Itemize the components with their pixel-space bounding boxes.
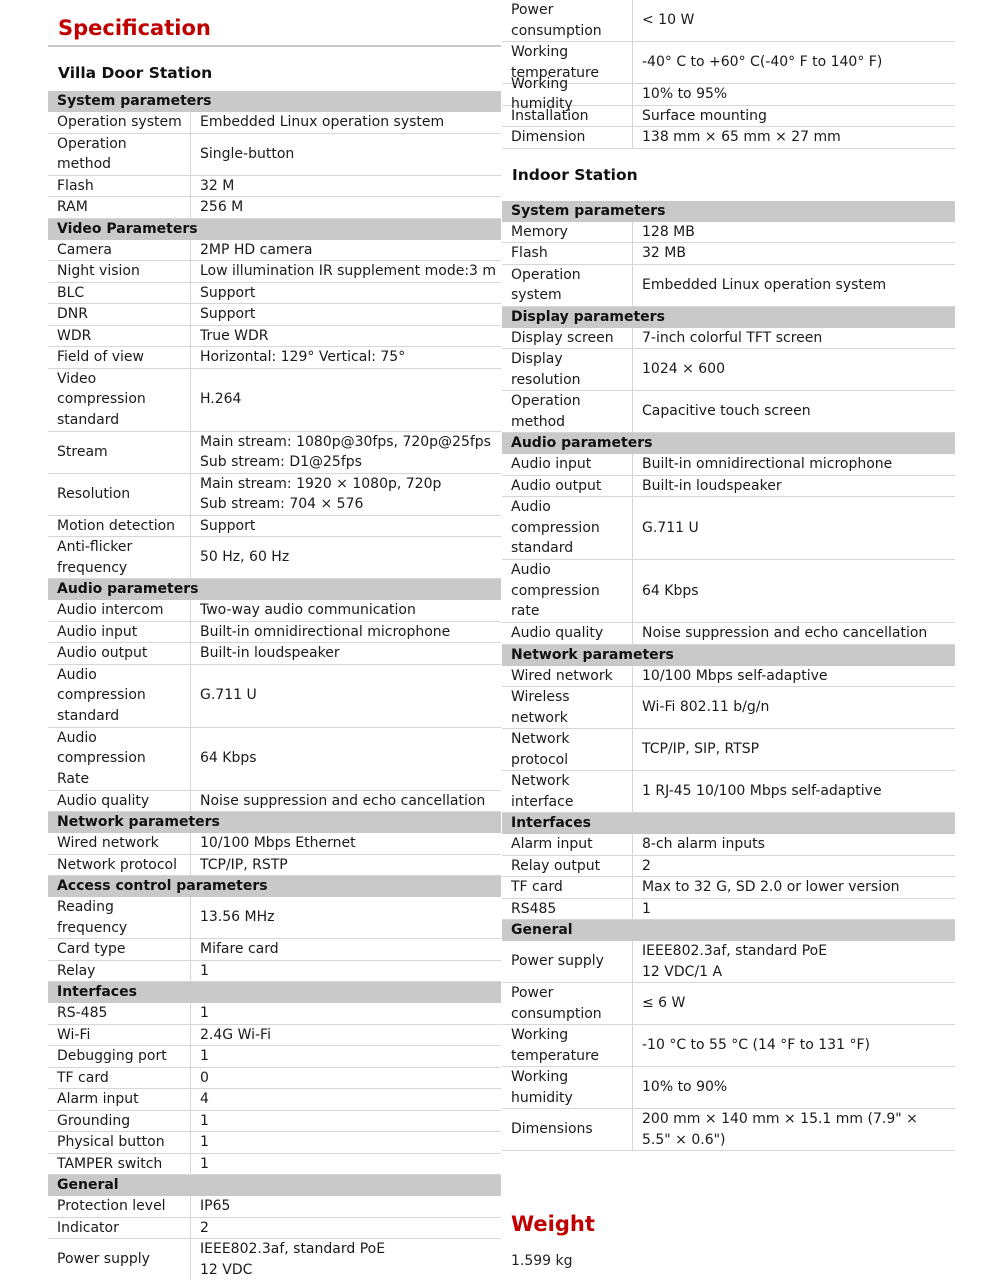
villa-group-header: Network parameters — [48, 812, 501, 833]
spec-label: Working temperature — [502, 1025, 633, 1066]
villa-spec-row — [48, 347, 501, 369]
villa-spec-row — [48, 961, 501, 983]
spec-label: Camera — [48, 240, 191, 261]
spec-value: 7-inch colorful TFT screen — [642, 329, 823, 346]
spec-label: Flash — [48, 176, 191, 197]
spec-value: 1024 × 600 — [642, 361, 725, 378]
spec-value: 2 — [642, 857, 651, 874]
spec-label: Audio quality — [502, 623, 633, 644]
spec-value: IP65 — [200, 1198, 231, 1214]
villa-spec-row — [48, 1046, 501, 1068]
villa-door-station-title: Villa Door Station — [58, 64, 213, 82]
villa-spec-row — [48, 240, 501, 262]
indoor-spec-row — [502, 328, 955, 350]
spec-value: 1 — [200, 1005, 209, 1021]
spec-value: 1 — [200, 1048, 209, 1064]
spec-label: Protection level — [48, 1196, 191, 1217]
spec-value: 138 mm × 65 mm × 27 mm — [642, 129, 841, 145]
spec-label: Power supply — [502, 941, 633, 982]
villa-spec-row — [48, 1196, 501, 1218]
villa-spec-row — [48, 197, 501, 219]
villa-group-header: Video Parameters — [48, 219, 501, 240]
spec-label: Night vision — [48, 261, 191, 282]
indoor-spec-row — [502, 666, 955, 688]
spec-label: Audio compression standard — [502, 497, 633, 559]
spec-value: Capacitive touch screen — [642, 403, 811, 420]
spec-value: Built-in loudspeaker — [642, 477, 782, 494]
indoor-spec-row — [502, 899, 955, 921]
villa-spec-row — [48, 643, 501, 665]
spec-value: 32 M — [200, 177, 235, 194]
villa-group-header: Audio parameters — [48, 579, 501, 600]
indoor-spec-row — [502, 834, 955, 856]
villa-spec-row — [48, 1132, 501, 1154]
indoor-spec-table — [502, 201, 955, 1152]
spec-label: Audio input — [48, 622, 191, 643]
indoor-group-header: Display parameters — [502, 307, 955, 328]
villa-spec-row — [48, 939, 501, 961]
spec-value: 2 — [200, 1219, 209, 1236]
spec-value: Main stream: 1920 × 1080p, 720p Sub stream: 704 × 576 — [200, 475, 442, 512]
indoor-spec-row — [502, 454, 955, 476]
weight-title: Weight — [511, 1212, 595, 1236]
villa-spec-row — [48, 176, 501, 198]
spec-label: Video compression standard — [48, 369, 191, 431]
left-column — [48, 0, 501, 1280]
spec-label: Wi-Fi — [48, 1025, 191, 1046]
villa-group-header: Access control parameters — [48, 876, 501, 897]
spec-value: 64 Kbps — [642, 582, 699, 599]
spec-label: TAMPER switch — [48, 1154, 191, 1175]
spec-value: 1 — [200, 1155, 209, 1172]
indoor-spec-row — [502, 941, 955, 983]
villa-spec-row — [48, 665, 501, 728]
villa-spec-table-continued — [502, 0, 955, 149]
indoor-spec-row — [502, 497, 955, 560]
spec-label: Network interface — [502, 771, 633, 812]
spec-label: Audio output — [502, 476, 633, 497]
indoor-spec-row — [502, 1025, 955, 1067]
indoor-spec-row — [502, 623, 955, 645]
villa-spec-row — [48, 1068, 501, 1090]
spec-value: Wi-Fi 802.11 b/g/n — [642, 699, 770, 716]
spec-value: Main stream: 1080p@30fps, 720p@25fps Sub stream: D1@25fps — [200, 433, 491, 470]
spec-value: Built-in omnidirectional microphone — [200, 623, 451, 640]
spec-label: RS-485 — [48, 1003, 191, 1024]
villa-spec-row — [48, 112, 501, 134]
villa-group-header: Interfaces — [48, 982, 501, 1003]
spec-label: Display screen — [502, 328, 633, 349]
indoor-spec-row — [502, 687, 955, 729]
spec-value: 50 Hz, 60 Hz — [200, 549, 290, 566]
spec-value: 10/100 Mbps Ethernet — [200, 835, 356, 851]
spec-value: G.711 U — [200, 687, 257, 704]
spec-label: Dimensions — [502, 1109, 633, 1150]
right-column — [502, 0, 955, 1269]
spec-label: Audio intercom — [48, 600, 191, 621]
spec-value: IEEE802.3af, standard PoE 12 VDC — [200, 1241, 386, 1278]
villa-spec-row — [48, 791, 501, 813]
spec-value: Mifare card — [200, 941, 279, 957]
spec-value: 10% to 95% — [642, 86, 728, 102]
villa-spec-row — [48, 432, 501, 474]
spec-label: Debugging port — [48, 1046, 191, 1067]
spec-value: 1 RJ-45 10/100 Mbps self-adaptive — [642, 783, 882, 800]
villa-spec-row — [48, 600, 501, 622]
spec-value: 13.56 MHz — [200, 909, 275, 926]
spec-label: Working humidity — [502, 1067, 633, 1108]
spec-value: Support — [200, 306, 256, 322]
villa-spec-row — [48, 537, 501, 579]
spec-label: Operation method — [48, 134, 191, 175]
spec-label: TF card — [502, 877, 633, 898]
spec-value: Noise suppression and echo cancellation — [642, 625, 928, 641]
spec-label: RAM — [48, 197, 191, 218]
indoor-spec-row — [502, 729, 955, 771]
indoor-spec-row — [502, 265, 955, 307]
spec-value: Support — [200, 284, 256, 301]
villa-spec-row — [48, 261, 501, 283]
spec-label: Wired network — [502, 666, 633, 687]
spec-label: Resolution — [48, 474, 191, 515]
spec-value: 32 MB — [642, 245, 686, 261]
spec-value: Max to 32 G, SD 2.0 or lower version — [642, 879, 900, 895]
spec-label: Audio output — [48, 643, 191, 664]
spec-label: Motion detection — [48, 516, 191, 537]
spec-label: Working temperature — [502, 42, 633, 83]
villa-spec-row — [48, 326, 501, 348]
villa-group-header: General — [48, 1175, 501, 1196]
spec-value: Two-way audio communication — [200, 602, 416, 618]
spec-value: IEEE802.3af, standard PoE 12 VDC/1 A — [642, 943, 828, 980]
villa-spec-row — [48, 1154, 501, 1176]
spec-label: Audio compression rate — [502, 560, 633, 622]
spec-label: Grounding — [48, 1111, 191, 1132]
spec-label: Audio compression standard — [48, 665, 191, 727]
indoor-spec-row — [502, 349, 955, 391]
spec-value: Embedded Linux operation system — [200, 114, 445, 130]
spec-value: Built-in loudspeaker — [200, 645, 340, 661]
villa-spec-row — [48, 1089, 501, 1111]
villa-spec-row — [48, 1003, 501, 1025]
indoor-spec-row — [502, 877, 955, 899]
spec-label: Indicator — [48, 1218, 191, 1239]
spec-value: 8-ch alarm inputs — [642, 836, 765, 852]
villa-spec-row — [48, 1025, 501, 1047]
villa-spec-row — [502, 75, 955, 113]
indoor-group-header: Network parameters — [502, 645, 955, 666]
spec-value: -40° C to +60° C(-40° F to 140° F) — [642, 54, 883, 71]
spec-value: Single-button — [200, 145, 295, 162]
spec-label: Operation system — [502, 265, 633, 306]
indoor-spec-row — [502, 560, 955, 623]
indoor-spec-row — [502, 243, 955, 265]
villa-spec-row — [48, 283, 501, 305]
indoor-group-header: Interfaces — [502, 813, 955, 834]
spec-value: 64 Kbps — [200, 750, 257, 767]
spec-label: Card type — [48, 939, 191, 960]
spec-value: 1 — [642, 900, 651, 917]
spec-label: BLC — [48, 283, 191, 304]
villa-spec-row — [48, 728, 501, 791]
spec-value: 0 — [200, 1069, 209, 1086]
spec-value: Noise suppression and echo cancellation — [200, 792, 486, 809]
spec-value: 200 mm × 140 mm × 15.1 mm (7.9" × 5.5" × 0.6") — [642, 1111, 918, 1148]
spec-label: WDR — [48, 326, 191, 347]
indoor-spec-row — [502, 771, 955, 813]
indoor-spec-row — [502, 476, 955, 498]
villa-spec-row — [48, 474, 501, 516]
villa-spec-row — [48, 897, 501, 939]
villa-spec-row — [502, 127, 955, 149]
spec-value: 2MP HD camera — [200, 241, 313, 258]
spec-value: TCP/IP, SIP, RTSP — [642, 741, 760, 758]
spec-label: Network protocol — [502, 729, 633, 770]
spec-value: 2.4G Wi-Fi — [200, 1026, 271, 1043]
spec-value: 1 — [200, 1134, 209, 1150]
spec-label: Display resolution — [502, 349, 633, 390]
spec-value: 10% to 90% — [642, 1079, 728, 1096]
spec-label: Audio input — [502, 454, 633, 475]
spec-label: Power consumption — [502, 0, 633, 41]
spec-value: Built-in omnidirectional microphone — [642, 456, 893, 472]
spec-label: Reading frequency — [48, 897, 191, 938]
villa-group-header: System parameters — [48, 91, 501, 112]
villa-spec-row — [502, 106, 955, 128]
indoor-spec-row — [502, 222, 955, 244]
spec-label: Audio compression Rate — [48, 728, 191, 790]
spec-label: Working humidity — [502, 84, 633, 105]
spec-label: Field of view — [48, 347, 191, 368]
spec-value: 1 — [200, 962, 209, 979]
spec-label: Audio quality — [48, 791, 191, 812]
villa-spec-row — [48, 1218, 501, 1240]
spec-label: Relay — [48, 961, 191, 982]
spec-value: Embedded Linux operation system — [642, 276, 887, 293]
spec-label: Wireless network — [502, 687, 633, 728]
villa-spec-row — [48, 855, 501, 877]
spec-label: Network protocol — [48, 855, 191, 876]
spec-label: Operation system — [48, 112, 191, 133]
spec-label: Memory — [502, 222, 633, 243]
spec-value: Surface mounting — [642, 107, 767, 124]
weight-value: 1.599 kg — [511, 1253, 573, 1269]
indoor-spec-row — [502, 983, 955, 1025]
spec-label: Dimension — [502, 127, 633, 148]
specification-title: Specification — [48, 0, 501, 47]
indoor-spec-row — [502, 1067, 955, 1109]
indoor-group-header: Audio parameters — [502, 433, 955, 454]
indoor-spec-row — [502, 391, 955, 433]
spec-label: Stream — [48, 432, 191, 473]
spec-value: Low illumination IR supplement mode:3 m — [200, 263, 497, 279]
spec-label: Operation method — [502, 391, 633, 432]
spec-label: Wired network — [48, 833, 191, 854]
spec-value: 1 — [200, 1112, 209, 1129]
villa-spec-row — [48, 516, 501, 538]
villa-spec-row — [48, 369, 501, 432]
spec-label: Relay output — [502, 856, 633, 877]
villa-spec-row — [48, 134, 501, 176]
indoor-spec-row — [502, 856, 955, 878]
spec-value: ≤ 6 W — [642, 995, 686, 1012]
indoor-group-header: System parameters — [502, 201, 955, 222]
indoor-spec-row — [502, 1109, 955, 1151]
spec-label: Alarm input — [502, 834, 633, 855]
spec-value: 256 M — [200, 199, 244, 215]
spec-label: Installation — [502, 106, 633, 127]
spec-value: H.264 — [200, 391, 242, 408]
spec-label: Anti-flicker frequency — [48, 537, 191, 578]
spec-label: TF card — [48, 1068, 191, 1089]
spec-label: Power supply — [48, 1239, 191, 1280]
villa-spec-table — [48, 91, 501, 1280]
villa-spec-row — [48, 622, 501, 644]
spec-label: Flash — [502, 243, 633, 264]
spec-value: 10/100 Mbps self-adaptive — [642, 667, 828, 684]
spec-label: DNR — [48, 304, 191, 325]
spec-value: 128 MB — [642, 223, 695, 240]
spec-value: Horizontal: 129° Vertical: 75° — [200, 349, 406, 365]
spec-value: G.711 U — [642, 519, 699, 536]
spec-value: -10 °C to 55 °C (14 °F to 131 °F) — [642, 1037, 870, 1054]
villa-spec-row — [48, 1239, 501, 1280]
spec-label: RS485 — [502, 899, 633, 920]
villa-spec-row — [48, 304, 501, 326]
spec-value: 4 — [200, 1091, 209, 1107]
spec-label: Power consumption — [502, 983, 633, 1024]
spec-label: Physical button — [48, 1132, 191, 1153]
spec-value: True WDR — [200, 327, 269, 344]
villa-spec-row — [48, 1111, 501, 1133]
spec-value: Support — [200, 517, 256, 534]
spec-value: TCP/IP, RSTP — [200, 856, 288, 873]
villa-spec-row — [48, 833, 501, 855]
indoor-station-title: Indoor Station — [512, 165, 638, 184]
spec-label: Alarm input — [48, 1089, 191, 1110]
villa-spec-row — [502, 0, 955, 42]
indoor-group-header: General — [502, 920, 955, 941]
spec-value: < 10 W — [642, 12, 695, 29]
